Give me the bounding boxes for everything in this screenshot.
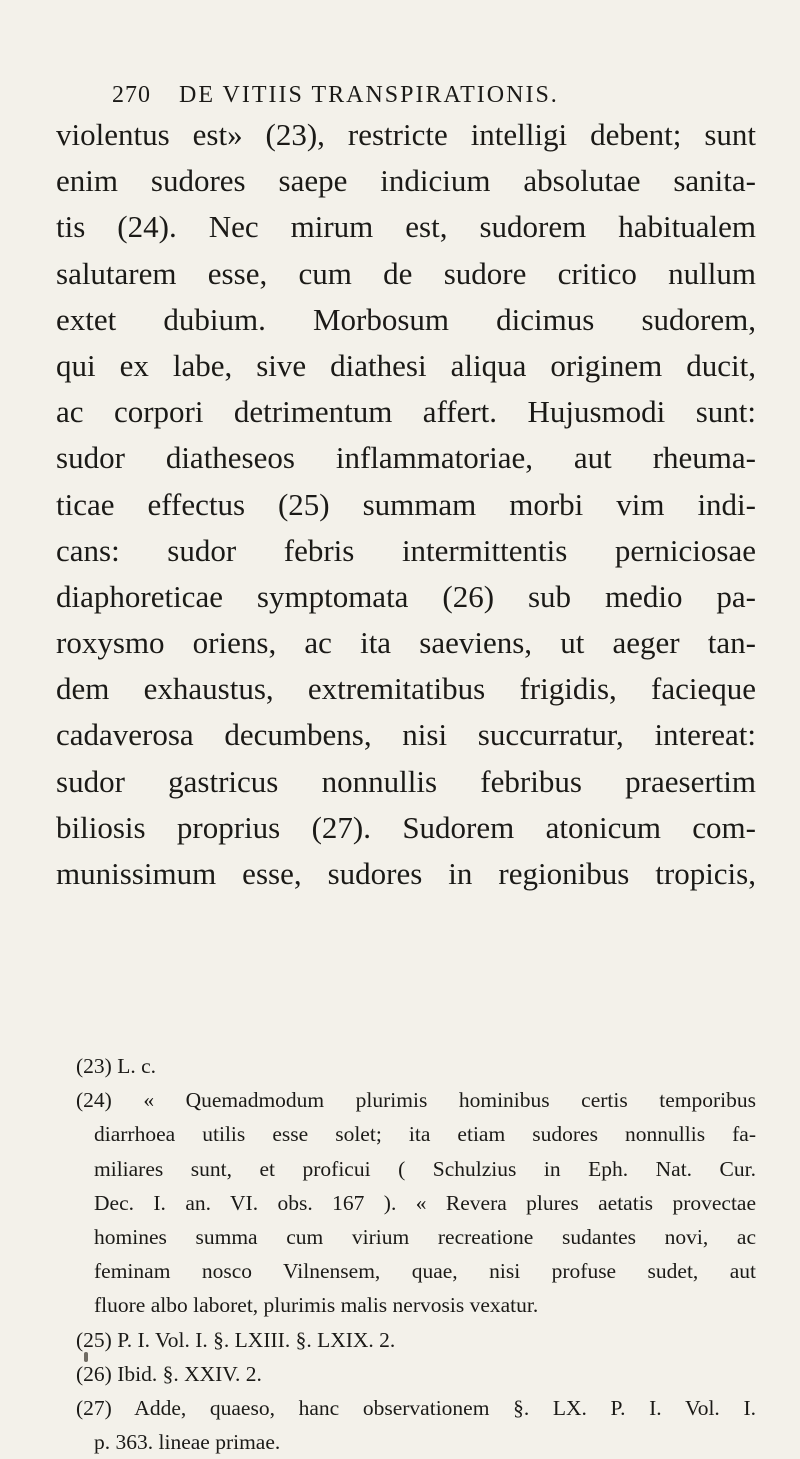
footnote-line: (25) P. I. Vol. I. §. LXIII. §. LXIX. 2. (76, 1327, 396, 1352)
footnote-line: homines summa cum virium recreatione sudantes novi, ac (94, 1224, 756, 1249)
text-line: extet dubium. Morbosum dicimus sudorem, (56, 301, 756, 337)
text-line: ticae effectus (25) summam morbi vim indi- (56, 486, 756, 522)
text-line: cans: sudor febris intermittentis perniciosae (56, 532, 756, 568)
text-line: enim sudores saepe indicium absolutae sanita- (56, 163, 756, 199)
text-line: biliosis proprius (27). Sudorem atonicum com- (56, 809, 756, 845)
text-line: qui ex labe, sive diathesi aliqua originem ducit, (56, 347, 756, 383)
running-title: DE VITIIS TRANSPIRATIONIS. (179, 82, 559, 108)
text-line: diaphoreticae symptomata (26) sub medio pa- (56, 578, 756, 614)
footnote-line: diarrhoea utilis esse solet; ita etiam sudores nonnullis fa- (94, 1122, 756, 1147)
text-line: cadaverosa decumbens, nisi succurratur, intereat: (56, 717, 756, 753)
footnote-line: p. 363. lineae primae. (94, 1430, 281, 1455)
text-line: sudor gastricus nonnullis febribus praesertim (56, 763, 756, 799)
text-line: dem exhaustus, extremitatibus frigidis, facieque (56, 671, 756, 707)
text-line: violentus est» (23), restricte intelligi debent; sunt (56, 117, 756, 152)
footnote-line: fluore albo laboret, plurimis malis nervosis vexatur. (94, 1293, 539, 1318)
ink-speck (84, 1352, 88, 1362)
footnote-line: (27) Adde, quaeso, hanc observationem §. LX. P. I. Vol. I. (76, 1395, 756, 1420)
footnote-line: (24) « Quemadmodum plurimis hominibus certis temporibus (76, 1088, 756, 1113)
footnote-line: (23) L. c. (76, 1054, 156, 1078)
text-line: ac corpori detrimentum affert. Hujusmodi sunt: (56, 394, 756, 430)
footnote-line: miliares sunt, et proficui ( Schulzius in Eph. Nat. Cur. (94, 1156, 756, 1181)
text-line: sudor diatheseos inflammatoriae, aut rheuma- (56, 440, 756, 476)
footnote-line: Dec. I. an. VI. obs. 167 ). « Revera plures aetatis provectae (94, 1190, 756, 1215)
footnote-line: (26) Ibid. §. XXIV. 2. (76, 1361, 262, 1386)
text-line: munissimum esse, sudores in regionibus tropicis, (56, 856, 756, 891)
page-header (112, 82, 752, 109)
footnote-line: feminam nosco Vilnensem, quae, nisi profuse sudet, aut (94, 1259, 756, 1284)
main-text (56, 112, 756, 897)
page-number: 270 (112, 82, 151, 108)
text-line: tis (24). Nec mirum est, sudorem habitualem (56, 209, 756, 245)
text-line: roxysmo oriens, ac ita saeviens, ut aeger tan- (56, 625, 756, 661)
footnotes (56, 1049, 756, 1459)
text-line: salutarem esse, cum de sudore critico nullum (56, 255, 756, 291)
